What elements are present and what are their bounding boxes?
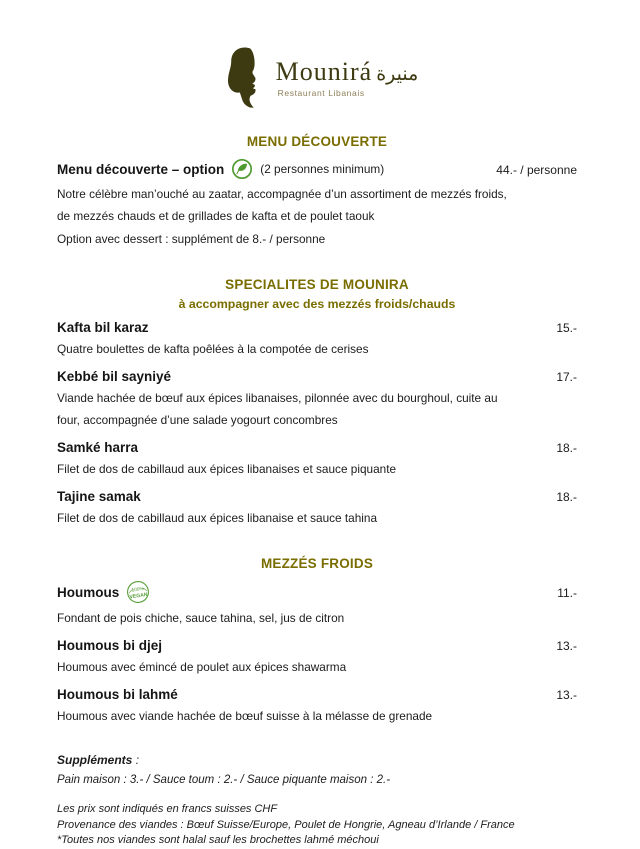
menu-item-row — [57, 687, 577, 702]
menu-item-price: 13.- — [556, 639, 577, 653]
brand-tagline: Restaurant Libanais — [277, 88, 365, 99]
mezzes-froids-heading: MEZZÉS FROIDS — [260, 556, 374, 571]
menu-item-name: Menu découverte – option — [57, 161, 225, 177]
menu-item-price: 18.- — [556, 441, 577, 455]
menu-footer — [57, 753, 577, 849]
vegan-leaf-icon — [231, 158, 253, 180]
menu-item-price: 17.- — [556, 370, 577, 384]
menu-item-name: Houmous bi lahmé — [57, 687, 178, 702]
menu-item-description: Houmous avec émincé de poulet aux épices shawarma — [57, 660, 347, 674]
menu-item — [57, 687, 577, 727]
menu-item-name: Houmous — [57, 584, 120, 600]
menu-item-name: Samké harra — [57, 440, 139, 455]
menu-item-description: Fondant de pois chiche, sauce tahina, sel, jus de citron — [57, 611, 345, 625]
menu-item-description: Filet de dos de cabillaud aux épices libanaise et sauce tahina — [57, 511, 378, 525]
menu-item-description: Viande hachée de bœuf aux épices libanaises, pilonnée avec du bourghoul, cuite au four, accompagnée d’une salade yogourt concombres — [57, 391, 498, 427]
brand-name-latin: Mounirá — [275, 56, 373, 86]
menu-item-suffix: (2 personnes minimum) — [260, 162, 385, 176]
menu-item-title-group — [57, 158, 384, 180]
menu-item-description: Quatre boulettes de kafta poêlées à la compotée de cerises — [57, 342, 369, 356]
logo-text — [276, 58, 419, 99]
menu-item — [57, 580, 577, 629]
menu-item — [57, 369, 577, 431]
brand-name-arabic: منيرة — [376, 63, 419, 85]
menu-item-description: Notre célèbre man’ouché au zaatar, accompagnée d’un assortiment de mezzés froids, de mezzés chauds et de grillades de kafta et de poulet taouk — [57, 187, 507, 223]
menu-item — [57, 638, 577, 678]
menu-item-price: 13.- — [556, 688, 577, 702]
vegan-stamp-top-text: 100% — [131, 586, 145, 594]
menu-item-price: 15.- — [556, 321, 577, 335]
menu-decouverte-heading: MENU DÉCOUVERTE — [246, 134, 388, 149]
footer-notes — [57, 802, 577, 849]
menu-item-description: Filet de dos de cabillaud aux épices libanaises et sauce piquante — [57, 462, 397, 476]
section-specialites — [57, 277, 577, 529]
woman-silhouette-icon — [216, 43, 268, 113]
note-halal: *Toutes nos viandes sont halal sauf les brochettes lahmé méchoui — [57, 834, 379, 846]
menu-item-row — [57, 320, 577, 335]
section-menu-decouverte — [57, 134, 577, 250]
note-provenance: Provenance des viandes : Bœuf Suisse/Europe, Poulet de Hongrie, Agneau d’Irlande / France — [57, 818, 515, 831]
supplements-prices: Pain maison : 3.- / Sauce toum : 2.- / Sauce piquante maison : 2.- — [57, 774, 391, 786]
menu-item — [57, 320, 577, 360]
supplements-label: Suppléments — [57, 753, 133, 767]
supplements-colon: : — [132, 753, 140, 767]
menu-item-row — [57, 440, 577, 455]
menu-item-option: Option avec dessert : supplément de 8.- / personne — [57, 232, 326, 246]
menu-item-price: 18.- — [556, 490, 577, 504]
menu-item — [57, 440, 577, 480]
menu-item-decouverte — [57, 158, 577, 180]
menu-item-title-group — [57, 580, 150, 604]
specialites-subheading: à accompagner avec des mezzés froids/chauds — [178, 297, 456, 311]
specialites-heading: SPECIALITES DE MOUNIRA — [225, 277, 409, 292]
supplements-line — [57, 753, 577, 767]
menu-item-row — [57, 369, 577, 384]
menu-item-name: Kebbé bil sayniyé — [57, 369, 172, 384]
menu-item-name: Tajine samak — [57, 489, 141, 504]
note-currency: Les prix sont indiqués en francs suisses CHF — [57, 803, 278, 815]
section-mezzes-froids — [57, 556, 577, 727]
menu-item-description: Houmous avec viande hachée de bœuf suisse à la mélasse de grenade — [57, 709, 433, 723]
menu-item — [57, 489, 577, 529]
menu-item-name: Kafta bil karaz — [57, 320, 149, 335]
vegan-stamp-icon — [125, 578, 152, 605]
menu-item-row — [57, 638, 577, 653]
vegan-stamp-bottom-text: VEGAN — [129, 591, 149, 601]
brand-name — [276, 58, 419, 87]
restaurant-logo — [57, 34, 577, 122]
menu-item-name: Houmous bi djej — [57, 638, 163, 653]
menu-item-row — [57, 580, 577, 604]
menu-item-price: 44.- / personne — [496, 162, 577, 177]
menu-item-row — [57, 489, 577, 504]
menu-item-price: 11.- — [557, 585, 577, 600]
